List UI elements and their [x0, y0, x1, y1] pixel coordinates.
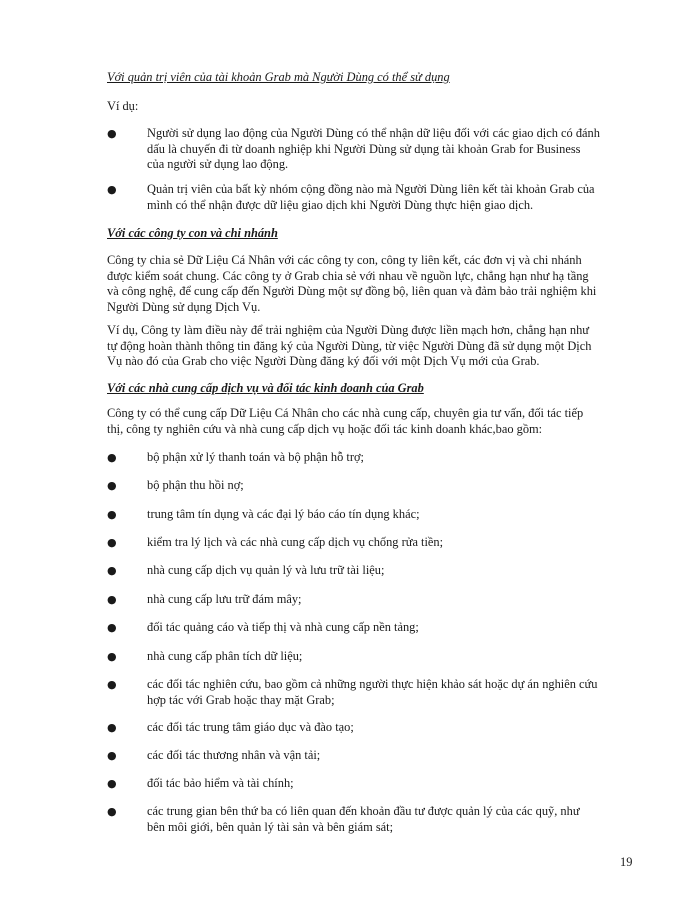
list-item: [107, 804, 600, 835]
list-item-text: các đối tác trung tâm giáo dục và đào tạo;: [147, 720, 354, 734]
bullet-icon: ●: [107, 183, 117, 196]
bullet-icon: ●: [107, 479, 117, 492]
bullet-icon: ●: [107, 777, 117, 790]
list-item: [107, 592, 600, 608]
list-item-text: nhà cung cấp phân tích dữ liệu;: [147, 649, 303, 663]
list-item: [107, 478, 600, 494]
list-item-text: Quản trị viên của bất kỳ nhóm cộng đồng nào mà Người Dùng liên kết tài khoản Grab của mình có thể nhận được dữ liệu giao dịch khi Người Dùng thực hiện giao dịch.: [147, 182, 595, 212]
paragraph: Công ty có thể cung cấp Dữ Liệu Cá Nhân cho các nhà cung cấp, chuyên gia tư vấn, đối tác tiếp thị, công ty nghiên cứu và nhà cung cấp dịch vụ hoặc đối tác kinh doanh khác,bao gồm:: [107, 406, 584, 436]
bullet-icon: ●: [107, 593, 117, 606]
list-item-text: nhà cung cấp dịch vụ quản lý và lưu trữ tài liệu;: [147, 563, 385, 577]
section-heading-subsidiaries: Với các công ty con và chi nhánh: [107, 226, 278, 240]
section-heading-admins: Với quản trị viên của tài khoản Grab mà Người Dùng có thể sử dụng: [107, 70, 450, 84]
bullet-icon: ●: [107, 508, 117, 521]
paragraph: Công ty chia sẻ Dữ Liệu Cá Nhân với các công ty con, công ty liên kết, các đơn vị và chi nhánh được kiểm soát chung. Các công ty ở Grab chia sẻ với nhau về nguồn lực, chẳng hạn như hạ tầng và công nghệ, để cung cấp đến Người Dùng một sự đồng bộ, liên quan và đảm bảo trải nghiệm khi Người Dùng sử dụng Dịch Vụ.: [107, 253, 597, 314]
list-item-text: bộ phận xử lý thanh toán và bộ phận hỗ trợ;: [147, 450, 364, 464]
section-heading-providers: Với các nhà cung cấp dịch vụ và đối tác kinh doanh của Grab: [107, 381, 424, 395]
list-item: [107, 126, 600, 173]
list-item-text: nhà cung cấp lưu trữ đám mây;: [147, 592, 302, 606]
list-item-text: kiểm tra lý lịch và các nhà cung cấp dịch vụ chống rửa tiền;: [147, 535, 444, 549]
list-item: [107, 776, 600, 792]
bullet-icon: ●: [107, 678, 117, 691]
list-item-text: các đối tác nghiên cứu, bao gồm cả những người thực hiện khảo sát hoặc dự án nghiên cứu hợp tác với Grab hoặc thay mặt Grab;: [147, 677, 598, 707]
bullet-icon: ●: [107, 749, 117, 762]
list-item-text: Người sử dụng lao động của Người Dùng có thể nhận dữ liệu đối với các giao dịch có đánh dấu là chuyến đi từ doanh nghiệp khi Người Dùng sử dụng tài khoản Grab for Business của người sử dụng lao động.: [147, 126, 600, 171]
list-item: [107, 450, 600, 466]
bullet-icon: ●: [107, 127, 117, 140]
list-item: [107, 649, 600, 665]
list-item: [107, 720, 600, 736]
list-item: [107, 182, 600, 213]
list-item-text: bộ phận thu hồi nợ;: [147, 478, 244, 492]
bullet-icon: ●: [107, 536, 117, 549]
list-item: [107, 677, 600, 708]
example-label: Ví dụ:: [107, 99, 139, 113]
list-item-text: các đối tác thương nhân và vận tải;: [147, 748, 321, 762]
list-item: [107, 620, 600, 636]
bullet-icon: ●: [107, 805, 117, 818]
bullet-icon: ●: [107, 451, 117, 464]
bullet-icon: ●: [107, 721, 117, 734]
list-item-text: trung tâm tín dụng và các đại lý báo cáo tín dụng khác;: [147, 507, 420, 521]
list-item-text: các trung gian bên thứ ba có liên quan đến khoản đầu tư được quản lý của các quỹ, như bên môi giới, bên quản lý tài sản và bên giám sát;: [147, 804, 580, 834]
bullet-icon: ●: [107, 564, 117, 577]
list-item: [107, 535, 600, 551]
paragraph: Ví dụ, Công ty làm điều này để trải nghiệm của Người Dùng được liền mạch hơn, chẳng hạn như tự động hoàn thành thông tin đăng ký của Người Dùng, từ việc Người Dùng đã sử dụng một Dịch Vụ nào đó của Grab cho việc Người Dùng đăng ký đối với một Dịch Vụ mới của Grab.: [107, 323, 592, 368]
list-item: [107, 563, 600, 579]
page-number: 19: [620, 855, 633, 869]
list-item-text: đối tác quảng cáo và tiếp thị và nhà cung cấp nền tảng;: [147, 620, 419, 634]
list-item: [107, 507, 600, 523]
list-item-text: đối tác bảo hiểm và tài chính;: [147, 776, 294, 790]
bullet-icon: ●: [107, 650, 117, 663]
bullet-icon: ●: [107, 621, 117, 634]
list-item: [107, 748, 600, 764]
